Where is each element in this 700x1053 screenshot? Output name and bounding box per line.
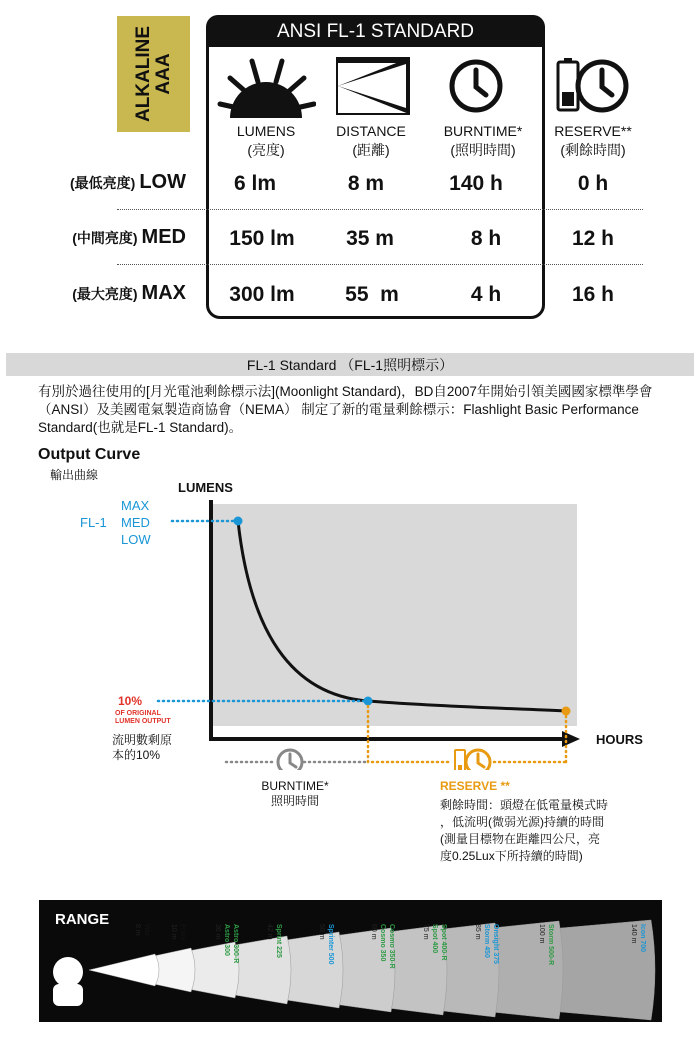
- beam-label: Flare 10 m: [170, 924, 186, 941]
- beam-distance-icon: [336, 56, 410, 116]
- ten-percent-point: [364, 697, 373, 706]
- ten-percent-note: OF ORIGINAL LUMEN OUTPUT: [115, 710, 171, 725]
- row-label-low: (最低亮度) LOW: [70, 171, 186, 193]
- med-reserve: 12 h: [571, 227, 615, 250]
- max-lumens: 300 lm: [229, 283, 295, 306]
- beam-label: Storm 500-R 100 m: [538, 924, 554, 966]
- intro-paragraph: 有別於過往使用的[月光電池剩餘標示法](Moonlight Standard)，BD自2007年開始引領美國國家標準學會（ANSI）及美國電氣製造商協會（NEMA） 制定了新的電量剩餘標示：Flashlight Basic Performance Standard(也就是FL-1 Standard)。: [38, 384, 653, 435]
- row-label-max: (最大亮度) MAX: [72, 282, 186, 304]
- level-list: MAX MED LOW: [121, 498, 151, 547]
- beam-label: Sprint 225 42 m: [266, 924, 282, 958]
- beam-label: Astro 300-R Astro 300 36 m: [214, 924, 239, 964]
- y-axis-label: LUMENS: [178, 480, 233, 495]
- max-reserve: 16 h: [571, 283, 615, 306]
- column-header-burntime: BURNTIME* (照明時間): [443, 123, 523, 158]
- beam-label: Spot 400-R Spot 400 75 m: [422, 924, 447, 961]
- burntime-caption: BURNTIME* 照明時間: [261, 779, 329, 808]
- med-distance: 35 m: [346, 227, 394, 250]
- row-label-med: (中間亮度) MED: [72, 226, 186, 248]
- reserve-caption: RESERVE **: [440, 779, 510, 793]
- battery-clock-icon: [554, 56, 634, 116]
- standard-table-header: ANSI FL-1 STANDARD: [206, 15, 545, 47]
- beam-label: Cosmo 350-R Cosmo 350 60 m: [370, 924, 395, 969]
- reserve-description: 剩餘時間：頭燈在低電量模式時 ，低流明(微弱光源)持續的時間 (測量目標物在距離四公尺，亮 度0.25Lux下所持續的時間): [440, 798, 609, 863]
- low-reserve: 0 h: [577, 172, 609, 195]
- beam-label: Onsight 375 Storm 450 85 m: [474, 924, 499, 965]
- beam-label: Icon 700 140 m: [630, 924, 646, 953]
- beam-label: Sprinter 500 50 m: [318, 924, 334, 965]
- battery-type-badge: ALKALINE AAA: [117, 16, 190, 132]
- start-point: [234, 517, 243, 526]
- low-lumens: 6 lm: [233, 172, 277, 195]
- sun-icon: [216, 56, 316, 122]
- range-title: RANGE: [55, 911, 110, 928]
- ten-percent-zh: 流明數剩原 本的10%: [112, 733, 173, 762]
- reserve-end-point: [562, 707, 571, 716]
- column-header-lumens: LUMENS (亮度): [236, 123, 296, 158]
- x-axis-arrow: [562, 731, 580, 747]
- person-silhouette-icon: [53, 957, 83, 1006]
- output-curve-title: Output Curve: [38, 446, 141, 463]
- row-divider: [117, 209, 643, 210]
- clock-icon: [448, 58, 504, 114]
- burntime-clock-icon: [278, 750, 302, 770]
- beam-label: Wiz 8 m: [134, 924, 150, 936]
- low-burntime: 140 h: [449, 172, 503, 195]
- column-header-distance: DISTANCE (距離): [336, 123, 406, 158]
- low-distance: 8 m: [347, 172, 385, 195]
- ten-percent-label: 10%: [118, 694, 143, 708]
- max-distance: 55 m: [345, 283, 399, 306]
- fl1-label: FL-1: [80, 515, 107, 530]
- x-axis-label: HOURS: [596, 732, 643, 747]
- reserve-battery-clock-icon: [455, 750, 490, 770]
- row-divider: [117, 264, 643, 265]
- curve-area-background: [211, 504, 577, 726]
- med-burntime: 8 h: [470, 227, 502, 250]
- column-header-reserve: RESERVE** (剩餘時間): [554, 123, 632, 158]
- med-lumens: 150 lm: [229, 227, 295, 250]
- max-burntime: 4 h: [470, 283, 502, 306]
- output-curve-subtitle: 輸出曲線: [50, 468, 99, 482]
- section-title-bar: FL-1 Standard （FL-1照明標示）: [6, 353, 694, 376]
